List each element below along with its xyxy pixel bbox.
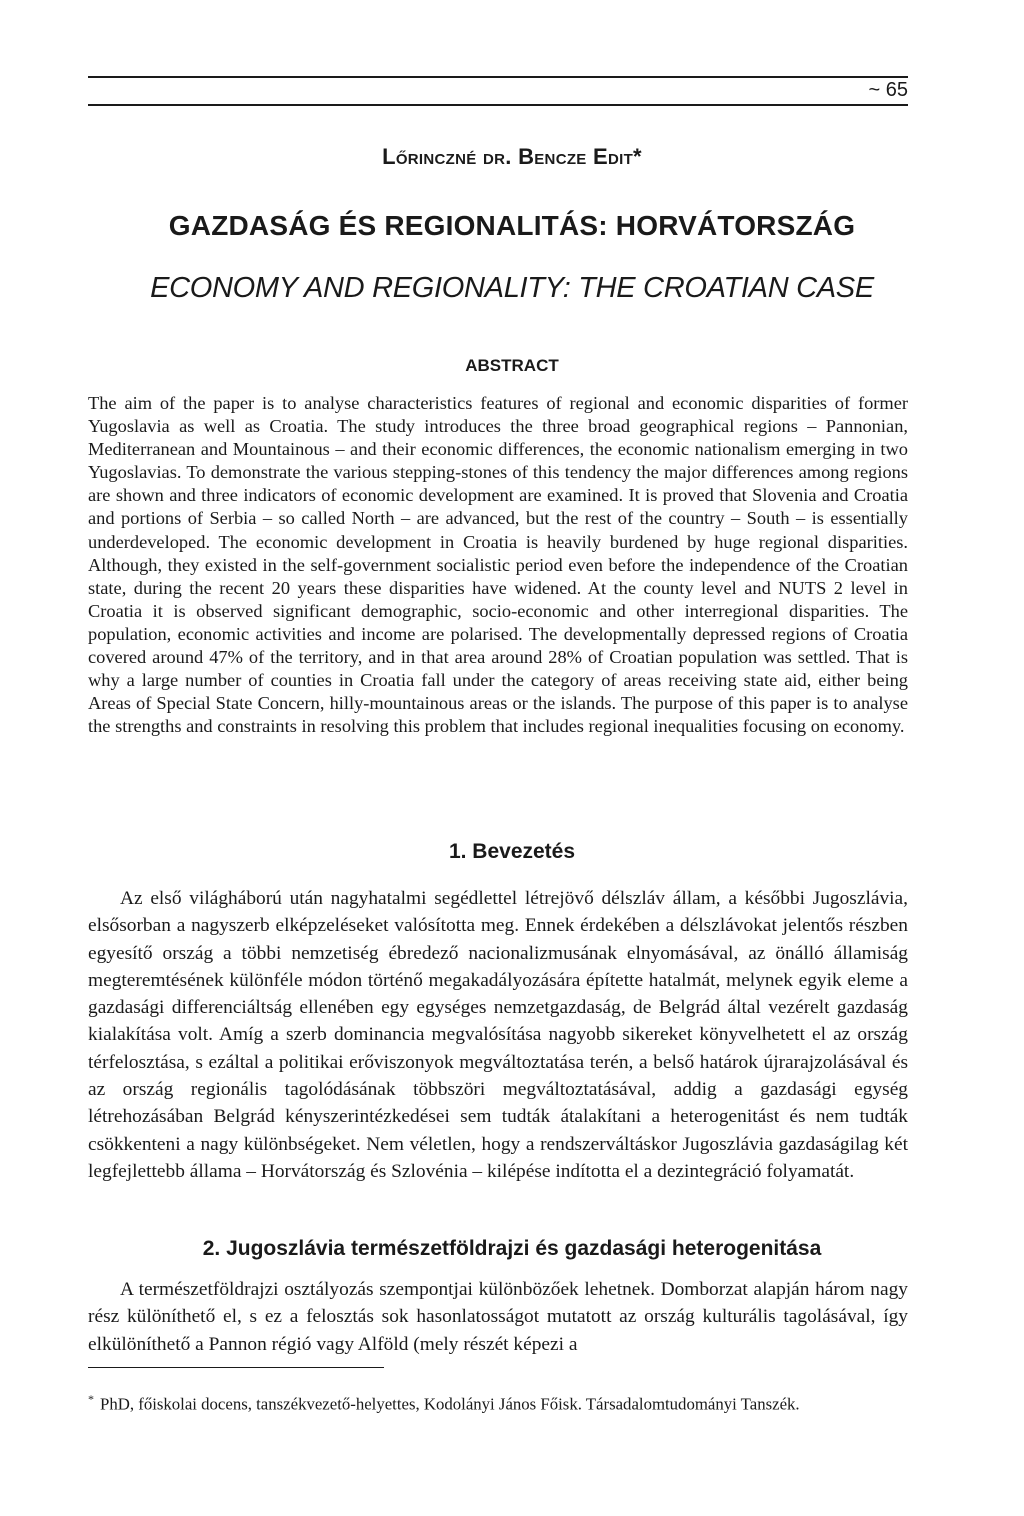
footnote-mark: * <box>88 1392 94 1406</box>
footnote <box>88 1388 908 1416</box>
section-paragraph-heterogeneity: A természetföldrajzi osztályozás szempontjai különbözőek lehetnek. Domborzat alapján három nagy rész különíthető el, s ez a felosztás sok hasonlatosságot mutatott az ország kulturális tagolásával, így elkülöníthető a Pannon régió vagy Alföld (mely részét képezi a <box>88 1279 908 1355</box>
section-paragraph-introduction: Az első világháború után nagyhatalmi segédlettel létrejövő délszláv állam, a későbbi Jugoszlávia, elsősorban a nagyszerb elképzeléseket valósította meg. Ennek érdekében a délszlávokat jelentős részben egyesítő ország a többi nemzetiség ébredező nacionalizmusának elnyomásával, az önálló államiság megteremtésének különféle módon történő megakadályozására építette hatalmát, melynek egyik eleme a gazdasági differenciáltság ellenében egy egységes nemzetgazdaság, de Belgrád által vezérelt gazdaság kialakítása volt. Amíg a szerb dominancia megvalósítása nagyobb sikereket könyvelhetett el az ország térfelosztása, s ezáltal a politikai erőviszonyok megváltoztatása terén, a belső határok újrarajzolásával és az ország regionális tagolódásának többszöri megváltoztatásával, addig a gazdasági egység létrehozásában Belgrád kényszerintézkedései sem tudták átalakítani a heterogenitást és nem tudták csökkenteni a nagy különbségeket. Nem véletlen, hogy a rendszerváltáskor Jugoszlávia gazdaságilag két legfejlettebb állama – Horvátország és Szlovénia – kilépése indította el a dezintegráció folyamatát. <box>88 888 908 1182</box>
title-hungarian: GAZDASÁG ÉS REGIONALITÁS: HORVÁTORSZÁG <box>168 210 856 241</box>
title-english: ECONOMY AND REGIONALITY: THE CROATIAN CASE <box>150 272 874 304</box>
abstract-text: The aim of the paper is to analyse characteristics features of regional and economic disparities of former Yugoslavia as well as Croatia. The study introduces the three broad geographical regions – Pannonian, Mediterranean and Mountainous – and their economic differences, the economic nationalism emerging in two Yugoslavias. To demonstrate the various stepping-stones of this tendency the major differences among regions are shown and three indicators of economic development are examined. It is proved that Slovenia and Croatia and portions of Serbia – so called North – are advanced, but the rest of the country – South – is essentially underdeveloped. The economic development in Croatia is heavily burdened by huge regional disparities. Although, they existed in the self-government socialistic period even before the independence of the Croatian state, during the recent 20 years these disparities have widened. At the county level and NUTS 2 level in Croatia it is observed significant demographic, socio-economic and other interregional disparities. The population, economic activities and income are polarised. The developmentally depressed regions of Croatia covered around 47% of the territory, and in that area around 28% of Croatian population was settled. That is why a large number of counties in Croatia fall under the category of areas receiving state aid, either being Areas of Special State Concern, hilly-mountainous areas or the islands. The purpose of this paper is to analyse the strengths and constraints in resolving this problem that includes regional inequalities focusing on economy. <box>88 393 908 737</box>
section-heading-introduction: 1. Bevezetés <box>448 840 576 863</box>
author-name: Lőrinczné dr. Bencze Edit* <box>382 144 642 169</box>
header-rule-top <box>88 76 908 78</box>
page-number: ~ 65 <box>868 79 908 101</box>
footnote-text: PhD, főiskolai docens, tanszékvezető-helyettes, Kodolányi János Főisk. Társadalomtudományi Tanszék. <box>100 1394 800 1414</box>
footnote-divider <box>88 1367 384 1368</box>
abstract-heading: ABSTRACT <box>465 356 559 375</box>
section-heading-heterogeneity: 2. Jugoszlávia természetföldrajzi és gazdasági heterogenitása <box>202 1237 822 1260</box>
header-rule-bottom <box>88 104 908 106</box>
